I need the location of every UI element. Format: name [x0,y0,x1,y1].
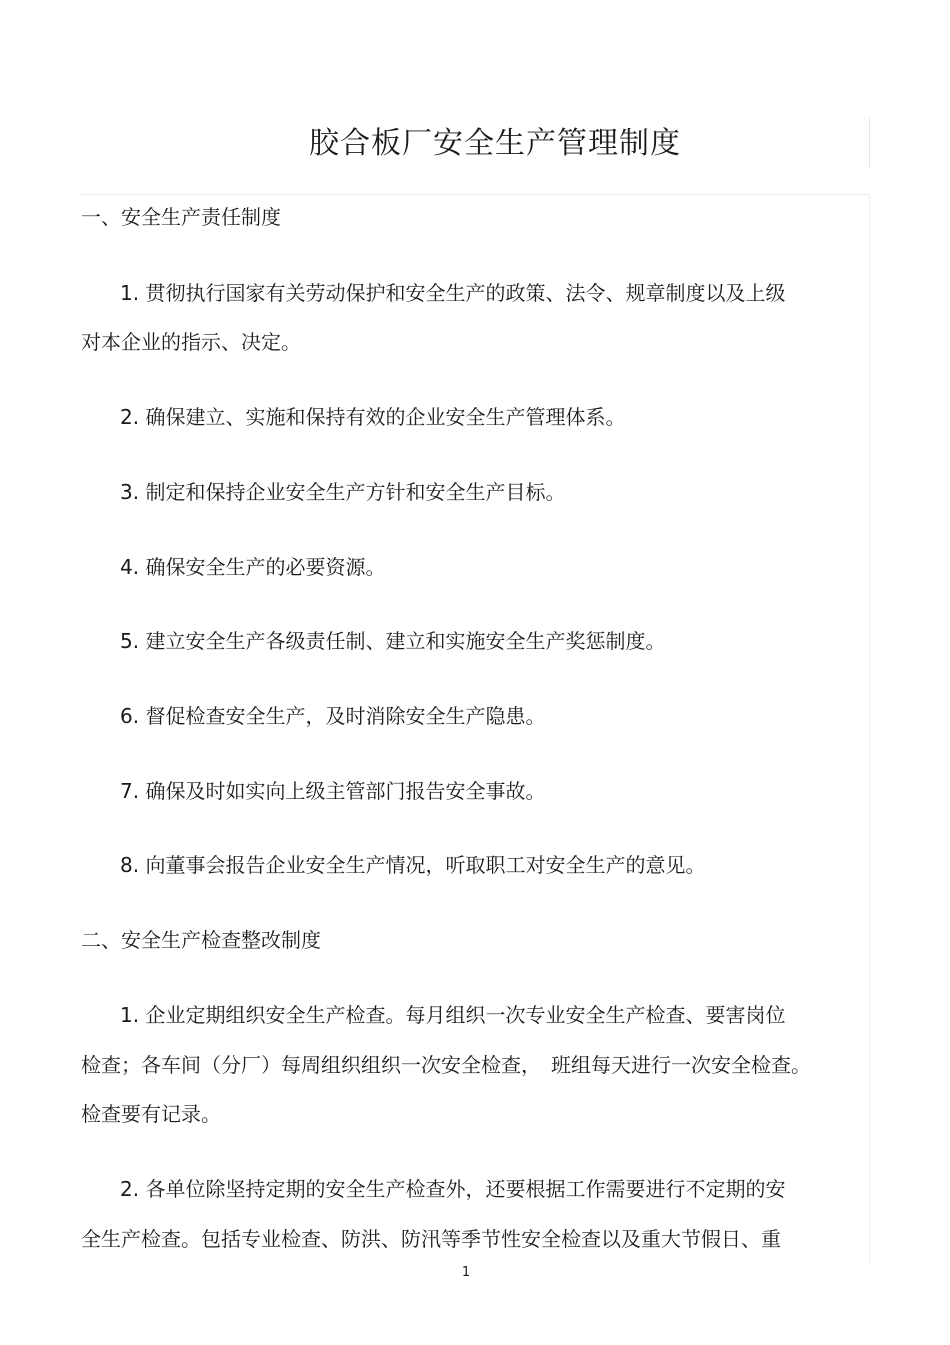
section-heading: 一、安全生产责任制度 [81,205,281,229]
section-heading: 二、安全生产检查整改制度 [81,928,321,952]
list-item-line: 检查；各车间（分厂）每周组织组织一次安全检查， 班组每天进行一次安全检查。 [81,1053,811,1077]
list-item-line: 7. 确保及时如实向上级主管部门报告安全事故。 [120,779,546,803]
list-item-line: 3. 制定和保持企业安全生产方针和安全生产目标。 [120,480,566,504]
list-item-line: 2. 各单位除坚持定期的安全生产检查外，还要根据工作需要进行不定期的安 [120,1177,786,1201]
list-item-line: 1. 贯彻执行国家有关劳动保护和安全生产的政策、法令、规章制度以及上级 [120,281,786,305]
list-item-line: 1. 企业定期组织安全生产检查。每月组织一次专业安全生产检查、要害岗位 [120,1003,786,1027]
document-title: 胶合板厂安全生产管理制度 [309,126,681,161]
list-item-line: 对本企业的指示、决定。 [81,330,301,354]
list-item-line: 6. 督促检查安全生产，及时消除安全生产隐患。 [120,704,546,728]
list-item-line: 4. 确保安全生产的必要资源。 [120,555,386,579]
list-item-line: 全生产检查。包括专业检查、防洪、防汛等季节性安全检查以及重大节假日、重 [81,1227,781,1251]
list-item-line: 8. 向董事会报告企业安全生产情况，听取职工对安全生产的意见。 [120,853,706,877]
list-item-line: 检查要有记录。 [81,1102,221,1126]
header-divider [80,194,870,195]
margin-line-vertical [869,196,870,1264]
list-item-line: 2. 确保建立、实施和保持有效的企业安全生产管理体系。 [120,405,626,429]
page-number: 1 [461,1265,471,1280]
list-item-line: 5. 建立安全生产各级责任制、建立和实施安全生产奖惩制度。 [120,629,666,653]
